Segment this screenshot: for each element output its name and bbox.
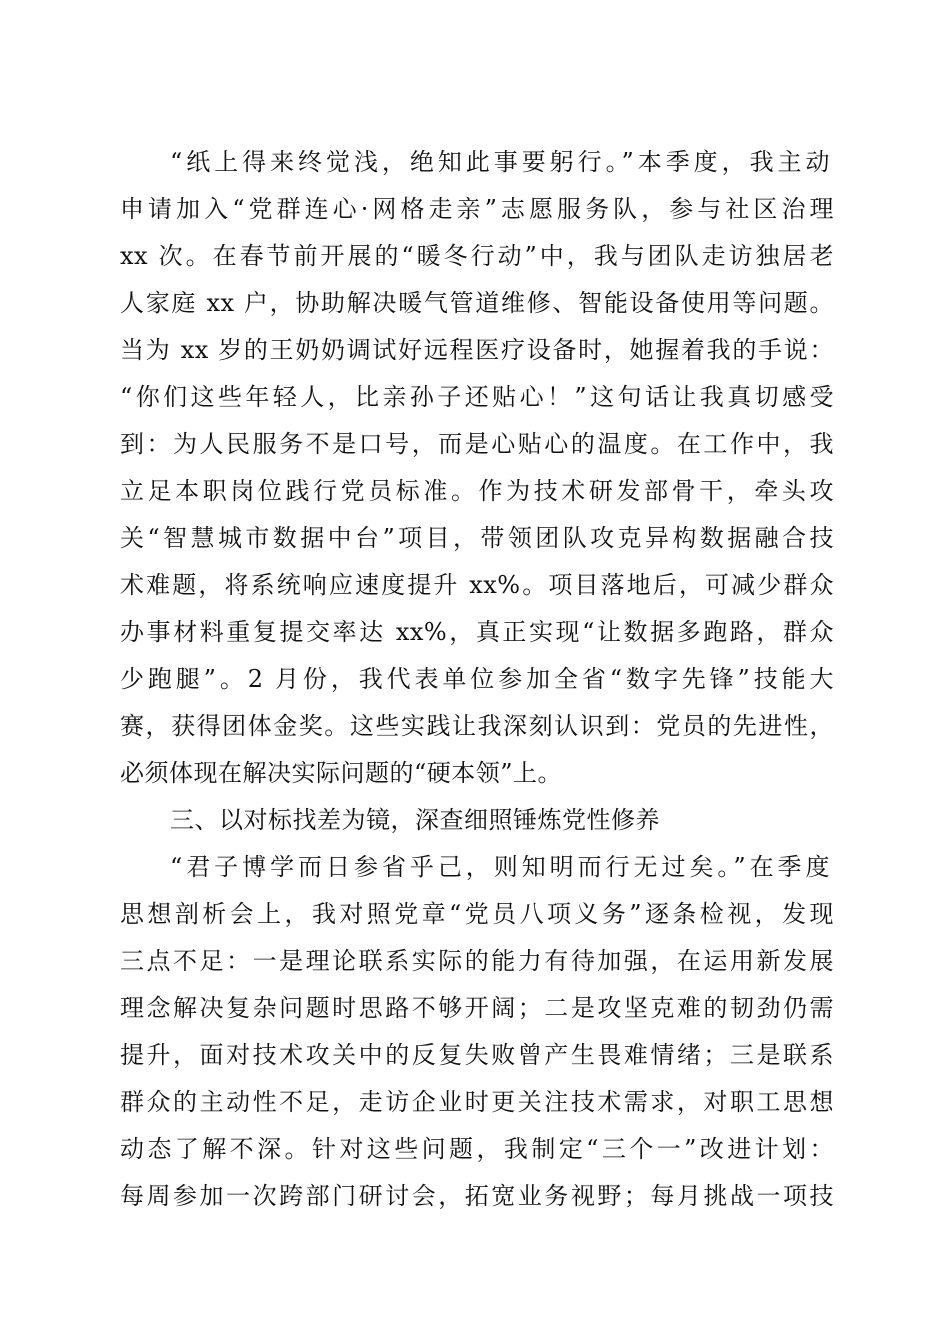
text-line: 动态了解不深。针对这些问题，我制定“三个一”改进计划： (120, 1135, 834, 1163)
text-line: 关“智慧城市数据中台”项目，带领团队攻克异构数据融合技 (120, 524, 834, 552)
text-line: 必须体现在解决实际问题的“硬本领”上。 (120, 759, 563, 787)
text-line: 少跑腿”。2 月份，我代表单位参加全省“数字先锋”技能大 (120, 665, 834, 693)
text-line: 理念解决复杂问题时思路不够开阔；二是攻坚克难的韧劲仍需 (120, 994, 834, 1022)
text-line: “纸上得来终觉浅，绝知此事要躬行。”本季度，我主动 (170, 148, 830, 176)
text-line: 当为 xx 岁的王奶奶调试好远程医疗设备时，她握着我的手说： (120, 336, 834, 364)
text-line: xx 次。在春节前开展的“暖冬行动”中，我与团队走访独居老 (120, 242, 834, 270)
text-line: 三点不足：一是理论联系实际的能力有待加强，在运用新发展 (120, 947, 834, 975)
text-line: 群众的主动性不足，走访企业时更关注技术需求，对职工思想 (120, 1088, 834, 1116)
text-line: “君子博学而日参省乎己，则知明而行无过矣。”在季度 (170, 853, 830, 881)
text-line: 到：为人民服务不是口号，而是心贴心的温度。在工作中，我 (120, 430, 834, 458)
text-line: 人家庭 xx 户，协助解决暖气管道维修、智能设备使用等问题。 (120, 289, 834, 317)
text-line: 提升，面对技术攻关中的反复失败曾产生畏难情绪；三是联系 (120, 1041, 834, 1069)
text-line: 术难题，将系统响应速度提升 xx%。项目落地后，可减少群众 (120, 571, 834, 599)
text-line: 思想剖析会上，我对照党章“党员八项义务”逐条检视，发现 (120, 900, 834, 928)
text-line: 立足本职岗位践行党员标准。作为技术研发部骨干，牵头攻 (120, 477, 834, 505)
text-line: “你们这些年轻人，比亲孙子还贴心！”这句话让我真切感受 (120, 383, 834, 411)
text-line: 每周参加一次跨部门研讨会，拓宽业务视野；每月挑战一项技 (120, 1182, 834, 1210)
text-line: 办事材料重复提交率达 xx%，真正实现“让数据多跑路，群众 (120, 618, 834, 646)
section-heading: 三、以对标找差为镜，深查细照锤炼党性修养 (170, 806, 660, 834)
text-line: 赛，获得团体金奖。这些实践让我深刻认识到：党员的先进性， (120, 712, 834, 740)
text-line: 申请加入“党群连心·网格走亲”志愿服务队，参与社区治理 (120, 195, 834, 223)
